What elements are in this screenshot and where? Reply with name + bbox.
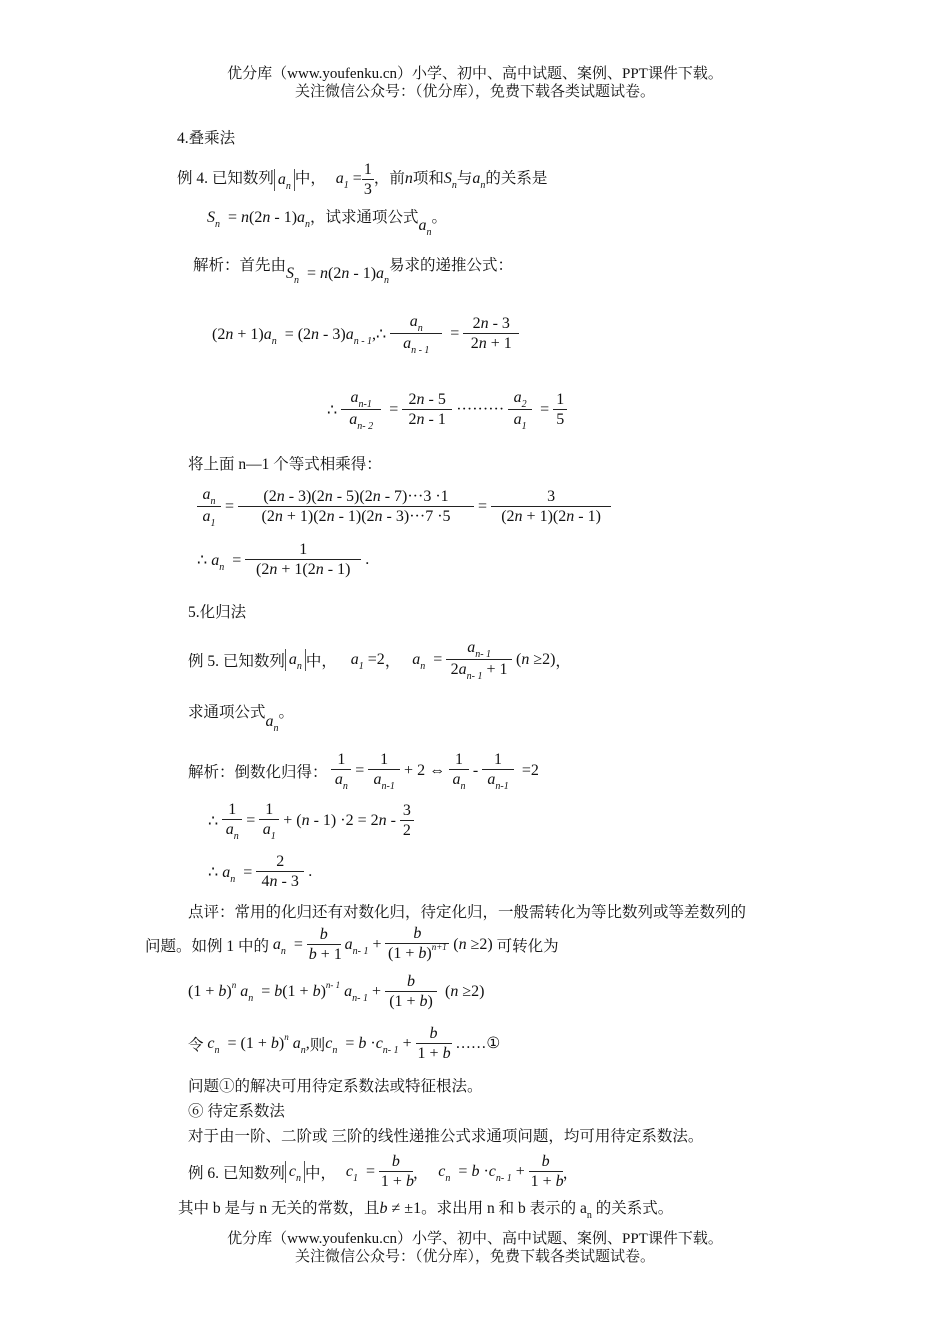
section-5-title: 5.化归法 xyxy=(188,604,247,621)
an-result-4: ∴ $a_n$ = $\frac{1}{(2n + 1(2n - 1)}$ . xyxy=(197,541,370,578)
example-5-prefix: 例 5. 已知数列 xyxy=(188,652,285,670)
sequence-an: $a_n$ xyxy=(274,169,295,191)
condition-prefix: 其中 b 是与 n 无关的常数，且 xyxy=(178,1200,380,1217)
example-4-line-2: $S_n = n(2n - 1)a_n$，试求通项公式$a_n$。 xyxy=(207,209,448,238)
example-5-mid: 中， xyxy=(305,652,337,670)
condition-suffix: 。求出用 n 和 b 表示的 a xyxy=(421,1200,587,1217)
section-4-title: 4.叠乘法 xyxy=(177,130,236,147)
example-4-line-1: 例 4. 已知数列 $a_n$ 中， $a_1$ = $\frac{1}{3}$ ，前n项和$S_n$与$a_n$的关系是 xyxy=(177,161,548,198)
comment-line-1: 点评：常用的化归还有对数化归，待定化归，一般需转化为等比数列或等差数列的 xyxy=(188,904,747,921)
section-6-intro: 对于由一阶、二阶或 三阶的线性递推公式求通项问题，均可用待定系数法。 xyxy=(188,1128,704,1145)
solution-5-line-2: ∴ $\frac{1}{a_n}$ = $\frac{1}{a_1}$ + (n - 1) ·2 = 2n - $\frac{3}{2}$ xyxy=(208,800,414,841)
example-6-line: 例 6. 已知数列 $c_n$ 中， $c_1$ = $\frac{b}{1 + b}$ ， $c_n = b \cdot c_{n- 1}$ + $\frac{b}{1 + b}$ ， xyxy=(188,1153,579,1190)
solution-4-suffix: 易求的递推公式： xyxy=(389,257,514,274)
multiply-note: 将上面 n—1 个等式相乘得： xyxy=(188,456,382,473)
example-4-text-4: 的关系是 xyxy=(485,170,548,188)
footer-line-1: 优分库（www.youfenku.cn）小学、初中、高中试题、案例、PPT课件下载。 xyxy=(227,1231,723,1247)
solution-5-prefix: 解析：倒数化归得： xyxy=(188,763,328,781)
comment-suffix: 可转化为 xyxy=(496,937,559,955)
example-6-comma: ， xyxy=(412,1164,429,1182)
equation-marker: ……① xyxy=(455,1035,501,1052)
then-word: 则 xyxy=(309,1036,326,1054)
example-6-condition: 其中 b 是与 n 无关的常数，且b ≠ ±1。求出用 n 和 b 表示的 $a_n$ 的关系式。 xyxy=(178,1200,674,1221)
example-5-ask: 求通项公式$a_n$。 xyxy=(188,704,295,734)
example-6-mid: 中， xyxy=(305,1164,337,1182)
let-word: 令 xyxy=(188,1036,204,1054)
example-4-text-2: 项和 xyxy=(412,170,444,188)
solution-4-prefix: 解析：首先由 xyxy=(193,257,287,274)
sequence-cn: $c_n$ xyxy=(285,1161,305,1183)
condition-subscript: n xyxy=(586,1210,592,1221)
footer-line-2: 关注微信公众号：（优分库），免费下载各类试题试卷。 xyxy=(294,1249,655,1265)
condition-end: 的关系式。 xyxy=(591,1200,674,1217)
sequence-an-5: $a_n$ xyxy=(285,649,306,671)
example-5-line: 例 5. 已知数列 $a_n$ 中， $a_1 =2$， $a_n$ = $\frac{a_{n- 1}}{2a_{n- 1} + 1}$ (n ≥2)， xyxy=(188,639,571,682)
method-note: 问题①的解决可用待定系数法或特征根法。 xyxy=(188,1078,483,1095)
fraction-one-third: $\frac{1}{3}$ xyxy=(363,161,372,198)
an-result-5: ∴ $a_n$ = $\frac{2}{4n - 3}$ . xyxy=(208,853,313,890)
example-4-mid: 中， xyxy=(294,170,326,188)
header-line-1: 优分库（www.youfenku.cn）小学、初中、高中试题、案例、PPT课件下载。 xyxy=(227,66,723,82)
ratio-chain: ∴ $\frac{a_{n-1}}{a_{n- 2}}$ = $\frac{2n - 5}{2n - 1}$ ········· $\frac{a_2}{a_1}$ = $\frac{1}{5}$ xyxy=(327,388,567,431)
solution-5-line-1: 解析：倒数化归得： $\frac{1}{a_n}$ = $\frac{1}{a_{n-1}}$ + 2 ⇔ $\frac{1}{a_n}$ - $\frac{1}{a_{n-1}}$ =2 xyxy=(188,751,539,792)
example-4-text-3: 与 xyxy=(456,170,473,188)
example-6-prefix: 例 6. 已知数列 xyxy=(188,1164,285,1182)
example-4-ask: ，试求通项公式 xyxy=(310,209,419,226)
example-4-end: 。 xyxy=(431,209,448,226)
substitution-line: 令 $c_n = (1 + b)^n$ $a_n$,则$c_n = b \cdot c_{n- 1}$ + $\frac{b}{1 + b}$ ……① xyxy=(188,1025,501,1062)
transformed-equation: $(1 + b)^n$ $a_n = b(1 + b)^{n- 1}$ $a_{n- 1}$ + $\frac{b}{(1 + b)}$ (n ≥2) xyxy=(188,973,485,1010)
example-5-comma: ， xyxy=(384,652,401,670)
comment-prefix: 问题。如例 1 中的 xyxy=(145,937,270,955)
ask-text: 求通项公式 xyxy=(188,704,266,721)
header-line-2: 关注微信公众号：（优分库），免费下载各类试题试卷。 xyxy=(294,84,655,100)
ask-end: 。 xyxy=(278,704,295,721)
product-formula: $\frac{a_n}{a_1}$ = $\frac{(2n - 3)(2n - 5)(2n - 7)\cdot\cdot\cdot 3 \cdot 1}{(2n + 1)(2n - 1)(2n - 3)\cdot\cdot\cdot 7 \cdot 5}$ = $\frac{3}{(2n + 1)(2n - 1)}$ xyxy=(197,485,611,528)
recurrence-formula: $(2n + 1)a_n = (2n$ - $3)a_{n - 1},\therefore$ $\frac{a_n}{a_{n - 1}}$ = $\frac{2n - 3}{2n + 1}$ xyxy=(212,312,519,355)
section-6-title: ⑥ 待定系数法 xyxy=(188,1103,285,1120)
solution-4-intro: 解析：首先由$S_n = n(2n - 1)a_n$易求的递推公式： xyxy=(193,257,514,286)
a1-equals: $a_1$ = xyxy=(335,170,362,192)
comment-line-2: 问题。如例 1 中的 $a_n$ = $\frac{b}{b + 1}$ $a_{n- 1}$ + $\frac{b}{(1 + b)^{n+1}}$ (n ≥2) 可转化为 xyxy=(145,925,559,963)
example-5-end: ， xyxy=(555,652,571,670)
example-6-end: ， xyxy=(562,1164,579,1182)
example-4-text-1: ，前 xyxy=(373,170,405,188)
example-4-prefix: 例 4. 已知数列 xyxy=(177,170,274,188)
